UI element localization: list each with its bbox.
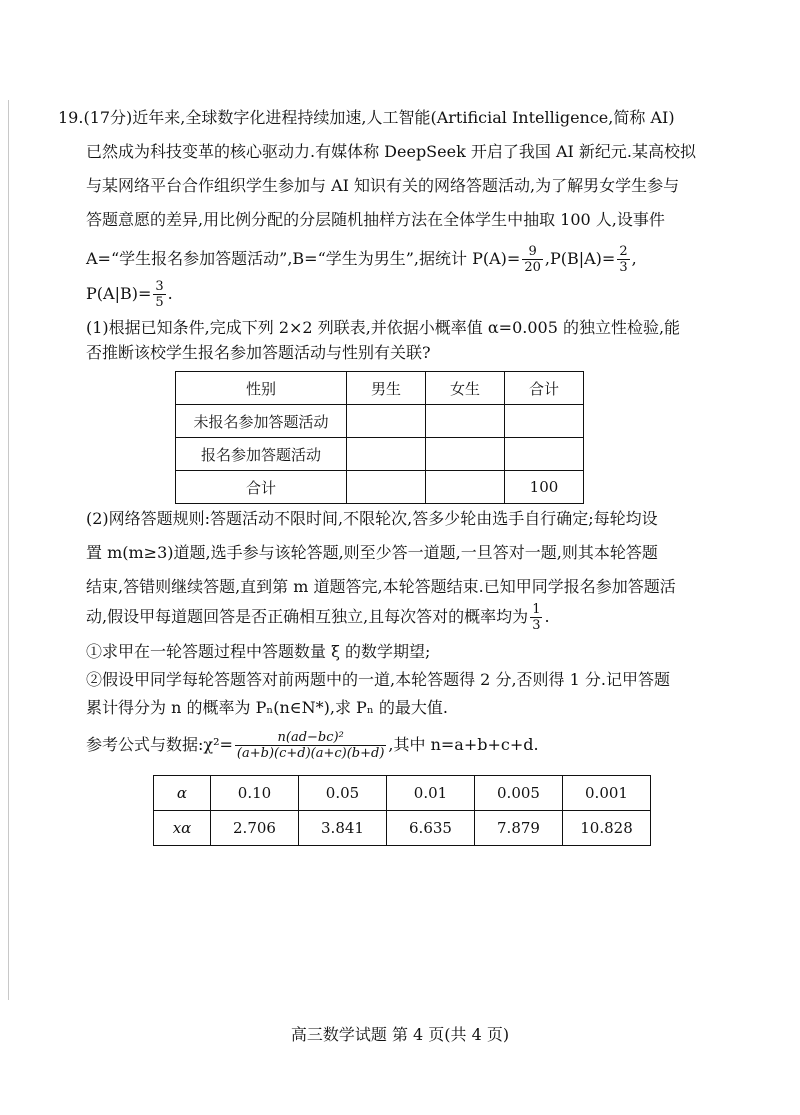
fraction-denominator: 3: [532, 618, 541, 633]
prob-end-text: .: [544, 607, 550, 626]
part1-line-2: 否推断该校学生报名参加答题活动与性别有关联?: [86, 343, 431, 362]
table-row: [176, 471, 584, 504]
table-row: [176, 405, 584, 438]
event-text: A=“学生报名参加答题活动”,B=“学生为男生”,据统计 P(A)=: [86, 249, 521, 268]
fraction-numerator: 9: [522, 244, 543, 260]
question-line-1: 19.(17分)近年来,全球数字化进程持续加速,人工智能(Artificial Intelligence,简称 AI): [58, 108, 675, 127]
table-row-label: 未报名参加答题活动: [176, 405, 347, 438]
table-header-cell: 合计: [505, 372, 584, 405]
part2-probability-line: [86, 602, 550, 633]
table-cell: 6.635: [387, 811, 475, 846]
table-cell: 2.706: [211, 811, 299, 846]
table-cell: 0.001: [563, 776, 651, 811]
table-row-label: xα: [154, 811, 211, 846]
fraction-numerator: n(ad−bc)²: [235, 730, 387, 746]
part2-line-3: 结束,答错则继续答题,直到第 m 道题答完,本轮答题结束.已知甲同学报名参加答题活: [86, 577, 676, 596]
table-row: [154, 811, 651, 846]
fraction-denominator: 20: [524, 260, 541, 275]
event-mid-text: ,P(B|A)=: [544, 249, 616, 268]
cond-end-text: .: [167, 284, 173, 303]
table-cell: [347, 471, 426, 504]
table-cell: 7.879: [475, 811, 563, 846]
sub-question-1: ①求甲在一轮答题过程中答题数量 ξ 的数学期望;: [86, 642, 431, 661]
table-cell: 3.841: [299, 811, 387, 846]
table-row-label: 合计: [176, 471, 347, 504]
question-line-2: 已然成为科技变革的核心驱动力.有媒体称 DeepSeek 开启了我国 AI 新纪元.某高校拟: [86, 142, 696, 161]
table-header-cell: 女生: [426, 372, 505, 405]
fraction-denominator: 5: [155, 295, 164, 310]
table-header-row: [176, 372, 584, 405]
prob-text: 动,假设甲每道题回答是否正确相互独立,且每次答对的概率均为: [86, 607, 529, 626]
part1-line-1: (1)根据已知条件,完成下列 2×2 列联表,并依据小概率值 α=0.005 的独立性检验,能: [86, 318, 681, 337]
table-cell: [426, 438, 505, 471]
table-row-label: α: [154, 776, 211, 811]
part2-line-2: 置 m(m≥3)道题,选手参与该轮答题,则至少答一道题,一旦答对一题,则其本轮答题: [86, 543, 658, 562]
formula-suffix: ,其中 n=a+b+c+d.: [388, 735, 539, 754]
fraction-denominator: (a+b)(c+d)(a+c)(b+d): [236, 746, 385, 761]
fraction-numerator: 1: [532, 602, 541, 617]
fraction-correct-prob: [530, 602, 542, 633]
fraction-numerator: 3: [155, 279, 164, 294]
fraction-p-b-given-a: [617, 244, 629, 275]
fraction-numerator: 2: [619, 244, 628, 259]
table-row-label: 报名参加答题活动: [176, 438, 347, 471]
table-cell: 0.10: [211, 776, 299, 811]
table-cell: [347, 405, 426, 438]
contingency-table: [175, 371, 584, 504]
table-cell: [347, 438, 426, 471]
question-line-3: 与某网络平台合作组织学生参加与 AI 知识有关的网络答题活动,为了解男女学生参与: [86, 176, 680, 195]
table-cell: [426, 405, 505, 438]
table-cell: 100: [505, 471, 584, 504]
table-cell: [426, 471, 505, 504]
conditional-prob-line: [86, 279, 173, 310]
fraction-p-a-given-b: [153, 279, 165, 310]
table-cell: [505, 438, 584, 471]
table-row: [154, 776, 651, 811]
part2-line-1: (2)网络答题规则:答题活动不限时间,不限轮次,答多少轮由选手自行确定;每轮均设: [86, 509, 658, 528]
event-definition-line: [86, 244, 637, 275]
event-end-text: ,: [631, 249, 637, 268]
table-row: [176, 438, 584, 471]
table-cell: [505, 405, 584, 438]
formula-prefix: 参考公式与数据:χ²=: [86, 735, 233, 754]
chi-square-fraction: [235, 730, 387, 761]
table-header-cell: 性别: [176, 372, 347, 405]
sub-question-2-line-2: 累计得分为 n 的概率为 Pₙ(n∈N*),求 Pₙ 的最大值.: [86, 698, 448, 717]
table-cell: 0.005: [475, 776, 563, 811]
sub-question-2-line-1: ②假设甲同学每轮答题答对前两题中的一道,本轮答题得 2 分,否则得 1 分.记甲答题: [86, 670, 670, 689]
page-left-border: [8, 100, 9, 1000]
fraction-denominator: 3: [619, 260, 628, 275]
table-header-cell: 男生: [347, 372, 426, 405]
table-cell: 0.05: [299, 776, 387, 811]
fraction-p-a: [522, 244, 543, 275]
reference-formula-line: [86, 730, 539, 761]
cond-text: P(A|B)=: [86, 284, 152, 303]
critical-value-table: [153, 775, 651, 846]
table-cell: 10.828: [563, 811, 651, 846]
page-footer: 高三数学试题 第 4 页(共 4 页): [290, 1025, 510, 1044]
table-cell: 0.01: [387, 776, 475, 811]
question-line-4: 答题意愿的差异,用比例分配的分层随机抽样方法在全体学生中抽取 100 人,设事件: [86, 210, 665, 229]
